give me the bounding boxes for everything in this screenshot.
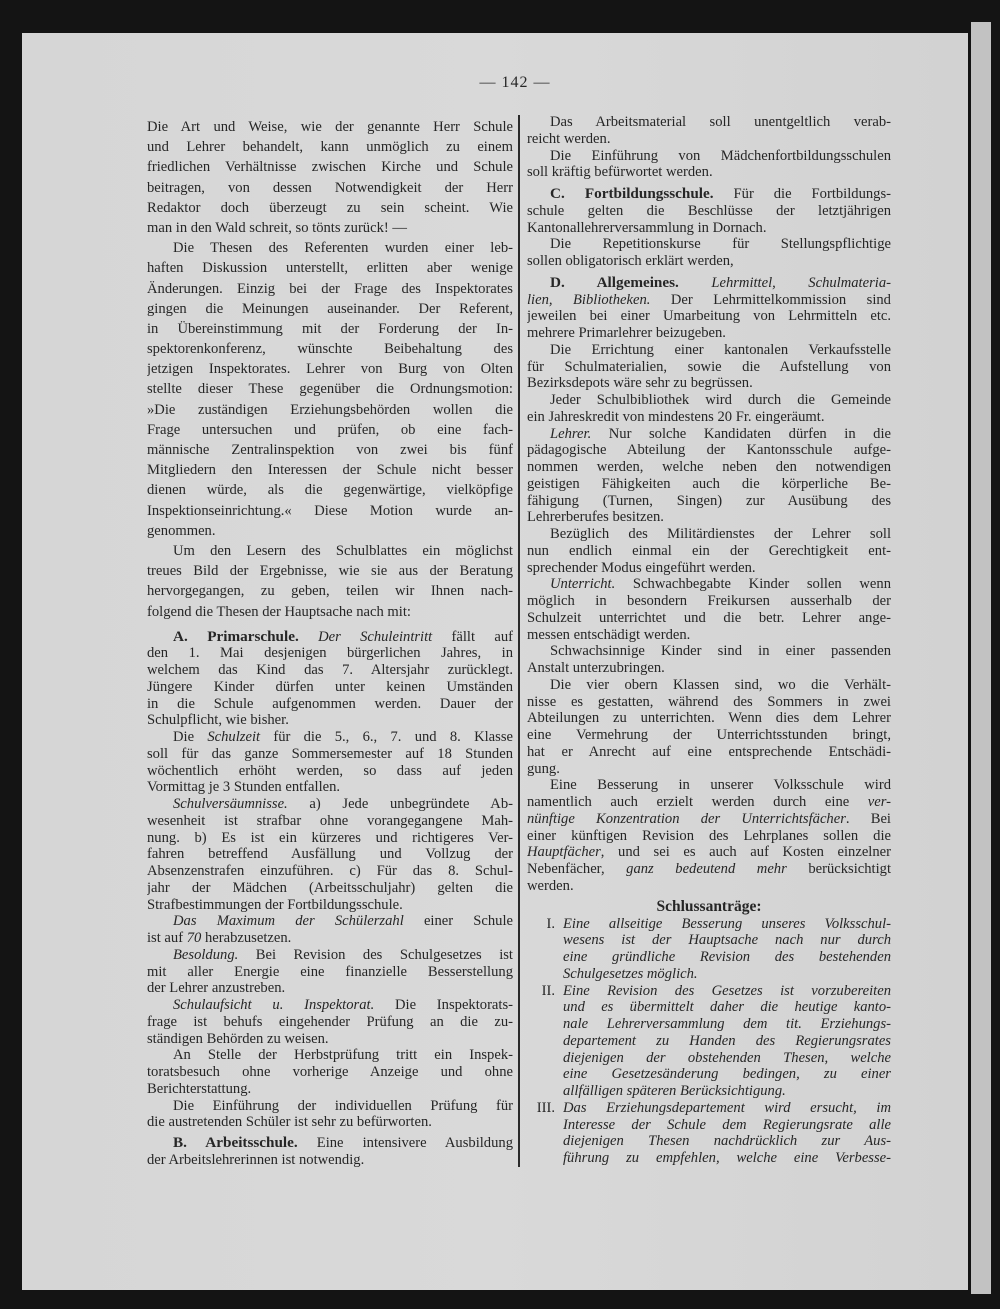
text-line: Lehrerberufes besitzen. — [527, 509, 664, 526]
section-heading: A. Primarschule. — [173, 628, 299, 645]
text-line: Unterricht. Schwachbegabte Kinder sollen wenn — [550, 576, 891, 593]
text-line: Hauptfächer, und sei es auch auf Kosten einzelner — [527, 844, 891, 861]
text-line: geistigen Fähigkeiten auch die körperliche Be- — [527, 475, 891, 492]
text-line: nung. b) Es ist ein kürzeres und richtigeres Ver- — [147, 829, 513, 846]
text-line: führung zu empfehlen, welche eine Verbesse- — [563, 1150, 891, 1166]
text-line: Inspektionseinrichtung.« Diese Motion wurde an- — [147, 502, 513, 519]
paragraph — [147, 913, 513, 947]
text-line — [527, 275, 891, 292]
right-column — [527, 114, 891, 1167]
left-column — [147, 117, 513, 1169]
paragraph — [527, 114, 891, 148]
paragraph — [147, 997, 513, 1047]
text-line: dienen würde, als die gegenwärtige, vielköpfige — [147, 482, 513, 499]
paragraph — [147, 629, 513, 730]
numbered-item — [527, 1100, 891, 1167]
section-heading: D. Allgemeines. — [550, 274, 679, 291]
italic-text: ver- — [867, 794, 891, 810]
text-line: Schulgesetzes möglich. — [563, 965, 698, 982]
paragraph — [527, 426, 891, 527]
text-line: diejenigen der obstehenden Thesen, welche — [563, 1049, 891, 1066]
text-line: messen entschädigt werden. — [527, 626, 691, 643]
paragraph — [147, 1098, 513, 1132]
italic-text: Besoldung. — [173, 946, 239, 963]
text-line: departement zu Handen des Regierungsrates — [563, 1032, 891, 1049]
text-line: mehrere Primarlehrer beizugeben. — [527, 325, 726, 341]
italic-text: Schulzeit — [207, 729, 261, 746]
text-line: stellte dieser These gegenüber die Ordnungsmotion: — [147, 381, 513, 398]
text-line: und es übermittelt daher die heutige kanto- — [563, 999, 891, 1016]
text-line: Berichterstattung. — [147, 1080, 252, 1097]
paragraph — [527, 526, 891, 576]
text-line: Die Einführung von Mädchenfortbildungsschulen — [550, 147, 891, 164]
text-line: Eine Revision des Gesetzes ist vorzubereiten — [563, 982, 891, 999]
italic-text: ganz bedeutend mehr — [626, 861, 787, 877]
column-divider — [518, 115, 520, 1167]
text-line: Das Maximum der Schülerzahl einer Schule — [173, 913, 513, 930]
text-line: hat er Anrecht auf eine entsprechende Entschädi- — [527, 743, 891, 760]
text-line: toratsbesuch ohne vorherige Anzeige und ohne — [147, 1064, 513, 1081]
text-line: Das Arbeitsmaterial soll unentgeltlich verab- — [550, 114, 891, 130]
text-line: sprechender Modus eingeführt werden. — [527, 559, 756, 576]
italic-text: Schulaufsicht u. Inspektorat. — [173, 997, 375, 1014]
text-line: soll für das ganze Sommersemester auf 18 Stunden — [147, 745, 513, 762]
paragraph — [527, 236, 891, 270]
text-line: in Übereinstimmung mit der Forderung der In- — [147, 320, 513, 337]
text-line: Lehrer. Nur solche Kandidaten dürfen in die — [550, 425, 891, 442]
section-heading: C. Fortbildungsschule. — [550, 186, 714, 202]
subheading: Schlussanträge: — [656, 897, 762, 915]
text-line: C. Fortbildungsschule. Für die Fortbildungs- — [550, 186, 891, 202]
text-line: A. Primarschule. Der Schuleintritt fällt auf — [173, 628, 513, 645]
text-line: Schulversäumnisse. a) Jede unbegründete Ab- — [173, 796, 513, 813]
text-line: diejenigen Thesen nachdrücklich zur Aus- — [563, 1133, 891, 1150]
numbered-item — [527, 916, 891, 983]
text-line: werden. — [527, 877, 574, 894]
text-line: fähigung (Turnen, Singen) zur Ausübung des — [527, 492, 891, 509]
text-line: Mitgliedern den Interessen der Schule nicht besser — [147, 462, 513, 479]
item-number: III. — [536, 1099, 555, 1116]
text-line: wesens ist der Hauptsache nach nur durch — [563, 932, 891, 949]
text-line: Eine allseitige Besserung unseres Volksschul- — [563, 915, 891, 932]
text-line: jetzigen Inspektorates. Lehrer von Burg von Olten — [147, 361, 513, 378]
text-line: fahren betreffend Ausfällung und Vollzug der — [147, 846, 513, 863]
paragraph — [147, 796, 513, 913]
paragraph — [147, 117, 513, 238]
text-line: eine Gesetzesänderung bedingen, zu einer — [563, 1066, 891, 1083]
paragraph — [147, 541, 513, 622]
adjacent-page-edge — [971, 22, 991, 1294]
text-line: hervorgegangen, zu geben, teilen wir Ihnen nach- — [147, 583, 513, 600]
text-line: »Die zuständigen Erziehungsbehörden wollen die — [147, 401, 513, 418]
text-line: Schulzeit unterrichtet und die betr. Lehrer ange- — [527, 609, 891, 626]
text-line: Strafbestimmungen der Fortbildungsschule. — [147, 896, 403, 913]
text-line: Um den Lesern des Schulblattes ein möglichst — [173, 542, 513, 559]
text-line: Jüngere Kinder dürfen unter keinen Umständen — [147, 678, 513, 695]
paragraph — [527, 342, 891, 392]
text-line: Schulpflicht, wie bisher. — [147, 712, 289, 729]
text-line: friedlichen Verhältnisse zwischen Kirche und Schule — [147, 159, 513, 176]
text-line: Besoldung. Bei Revision des Schulgesetzes ist — [173, 946, 513, 963]
text-line: Schulaufsicht u. Inspektorat. Die Inspektorats- — [173, 997, 513, 1014]
text-line: Die Schulzeit für die 5., 6., 7. und 8. Klasse — [173, 729, 513, 746]
text-line: Die vier obern Klassen sind, wo die Verhält- — [550, 676, 891, 693]
text-line: wöchentlich erhöht werden, so dass auf jeden — [147, 762, 513, 779]
paragraph — [527, 275, 891, 342]
italic-text: 70 — [186, 930, 202, 947]
text-line: Die Einführung der individuellen Prüfung für — [173, 1097, 513, 1114]
text-line: man in den Wald schreit, so tönts zurück! — — [147, 219, 407, 236]
text-line: lien, Bibliotheken. Der Lehrmittelkommission sind — [527, 291, 891, 308]
text-line: allfälligen späteren Berücksichtigung. — [563, 1083, 786, 1099]
text-line: namentlich auch erzielt werden durch eine ver- — [527, 794, 891, 810]
paragraph — [147, 238, 513, 541]
text-line: Anstalt unterzubringen. — [527, 660, 665, 676]
text-line: Die Errichtung einer kantonalen Verkaufsstelle — [550, 341, 891, 358]
paragraph — [147, 1135, 513, 1169]
text-line: Die Art und Weise, wie der genannte Herr Schule — [147, 119, 513, 135]
text-line: Schwachsinnige Kinder sind in einer passenden — [550, 643, 891, 660]
italic-text: Lehrer. — [550, 425, 592, 442]
text-line: folgend die Thesen der Hauptsache nach mit: — [147, 603, 411, 620]
text-line: Nebenfächer, ganz bedeutend mehr berücksichtigt — [527, 861, 891, 877]
text-line: für Schulmaterialien, sowie die Aufstellung von — [527, 358, 891, 375]
text-line: möglich in besondern Freikursen ausserhalb der — [527, 593, 891, 609]
text-line: sollen obligatorisch erklärt werden, — [527, 253, 734, 269]
text-line: welchem das Kind das 7. Altersjahr zurücklegt. — [147, 662, 513, 679]
italic-text: Unterricht. — [550, 576, 616, 593]
paragraph — [527, 392, 891, 426]
italic-text: Schulversäumnisse. — [173, 796, 288, 813]
text-line: B. Arbeitsschule. Eine intensivere Ausbildung — [173, 1135, 513, 1152]
text-line: Vormittag je 3 Stunden entfallen. — [147, 779, 341, 796]
paragraph — [147, 1047, 513, 1097]
text-line: nale Lehrerversammlung dem tit. Erziehungs- — [563, 1016, 891, 1032]
text-line: Abteilungen zu unterrichten. Wenn dies dem Lehrer — [527, 710, 891, 727]
text-line: gung. — [527, 760, 560, 777]
text-line: Die Repetitionskurse für Stellungspflichtige — [550, 236, 891, 253]
text-line: haften Diskussion unterstellt, erlitten aber wenige — [147, 260, 513, 277]
item-number: II. — [541, 982, 555, 999]
numbered-item — [527, 983, 891, 1100]
paragraph — [527, 677, 891, 778]
text-line: nun endlich einmal ein der Gerechtigkeit ent- — [527, 542, 891, 559]
item-number: I. — [546, 915, 555, 932]
text-line: schule gelten die Beschlüsse der letztjährigen — [527, 202, 891, 219]
text-line: Absenzenstrafen einzuführen. c) Für das 8. Schul- — [147, 863, 513, 880]
italic-text: Der Schuleintritt — [318, 628, 433, 645]
text-line: Das Erziehungsdepartement wird ersucht, im — [563, 1099, 891, 1116]
text-line: jeweilen bei einer Umarbeitung von Lehrmitteln etc. — [527, 308, 891, 325]
text-line: ein Jahreskredit von mindestens 20 Fr. eingeräumt. — [527, 408, 825, 425]
text-line: wesenheit ist strafbar ohne vorangegangene Mah- — [147, 812, 513, 829]
text-line: treues Bild der Ergebnisse, wie sie aus der Beratung — [147, 563, 513, 580]
section-heading: B. Arbeitsschule. — [173, 1135, 298, 1152]
italic-text: nünftige Konzentration der Unterrichtsfächer — [527, 810, 846, 827]
text-line: nünftige Konzentration der Unterrichtsfächer. Bei — [527, 810, 891, 827]
text-line: Redaktor doch überzeugt zu sein scheint. Wie — [147, 199, 513, 216]
text-line: nisse es gestatten, während des Sommers in zwei — [527, 693, 891, 710]
text-line: eine Vermehrung der Unterrichtsstunden bringt, — [527, 727, 891, 743]
italic-text: Hauptfächer — [527, 844, 601, 861]
text-line: reicht werden. — [527, 130, 611, 147]
italic-text: lien, Bibliotheken. — [527, 291, 651, 308]
text-line: der Arbeitslehrerinnen ist notwendig. — [147, 1151, 365, 1168]
text-line: beitragen, von dessen Notwendigkeit der Herr — [147, 179, 513, 196]
paragraph — [527, 777, 891, 894]
text-line: spektorenkonferenz, wünschte Beibehaltung des — [147, 341, 513, 358]
page-number: — 142 — — [479, 74, 551, 91]
text-line: die austretenden Schüler ist sehr zu befürworten. — [147, 1114, 432, 1131]
text-line: ist auf 70 herabzusetzen. — [147, 930, 292, 947]
paragraph — [527, 186, 891, 236]
italic-text: Das Maximum der Schülerzahl — [173, 913, 404, 930]
text-line: Frage untersuchen und prüfen, ob eine fach- — [147, 421, 513, 438]
text-line: und Lehrer behandelt, kann unmöglich zu einem — [147, 139, 513, 156]
text-line: Eine Besserung in unserer Volksschule wird — [550, 777, 891, 794]
italic-text: Lehrmittel, Schulmateria- — [711, 274, 891, 291]
text-line: gingen die Meinungen auseinander. Der Referent, — [147, 300, 513, 317]
text-line: Kantonallehrerversammlung in Dornach. — [527, 219, 767, 236]
text-line: An Stelle der Herbstprüfung tritt ein Inspek- — [173, 1047, 513, 1064]
text-line: Bezirksdepots wäre sehr zu begrüssen. — [527, 375, 753, 392]
text-line: eine gründliche Revision des bestehenden — [563, 949, 891, 965]
text-line: Jeder Schulbibliothek wird durch die Gemeinde — [550, 392, 891, 408]
paragraph — [147, 947, 513, 997]
text-line: einer künftigen Revision des Lehrplanes sollen die — [527, 827, 891, 844]
text-line: Interesse der Schule dem Regierungsrate alle — [563, 1116, 891, 1133]
text-line: jahr der Mädchen (Arbeitsschuljahr) gelten die — [147, 879, 513, 896]
text-line: ständigen Behörden zu weisen. — [147, 1030, 329, 1047]
paragraph — [147, 729, 513, 796]
text-line: pädagogische Abteilung der Kantonsschule aufge- — [527, 442, 891, 459]
text-line: in die Schule aufgenommen werden. Dauer der — [147, 695, 513, 712]
text-line: männische Zentralinspektion von zwei bis fünf — [147, 442, 513, 458]
paragraph — [527, 643, 891, 677]
text-line: Die Thesen des Referenten wurden einer leb- — [173, 240, 513, 257]
paragraph — [527, 576, 891, 643]
text-line: soll kräftig befürwortet werden. — [527, 164, 713, 181]
text-line: Bezüglich des Militärdienstes der Lehrer soll — [550, 526, 891, 542]
text-line: Änderungen. Einzig bei der Frage des Inspektorates — [147, 280, 513, 297]
text-line: den 1. Mai desjenigen bürgerlichen Jahres, in — [147, 645, 513, 662]
text-line: mit aller Energie eine finanzielle Besserstellung — [147, 963, 513, 980]
text-line: nommen werden, welche neben den notwendigen — [527, 459, 891, 475]
text-line: frage ist behufs eingehender Prüfung an die zu- — [147, 1013, 513, 1030]
text-line: genommen. — [147, 522, 216, 539]
paragraph — [527, 148, 891, 182]
text-line: der Lehrer anzustreben. — [147, 980, 286, 997]
